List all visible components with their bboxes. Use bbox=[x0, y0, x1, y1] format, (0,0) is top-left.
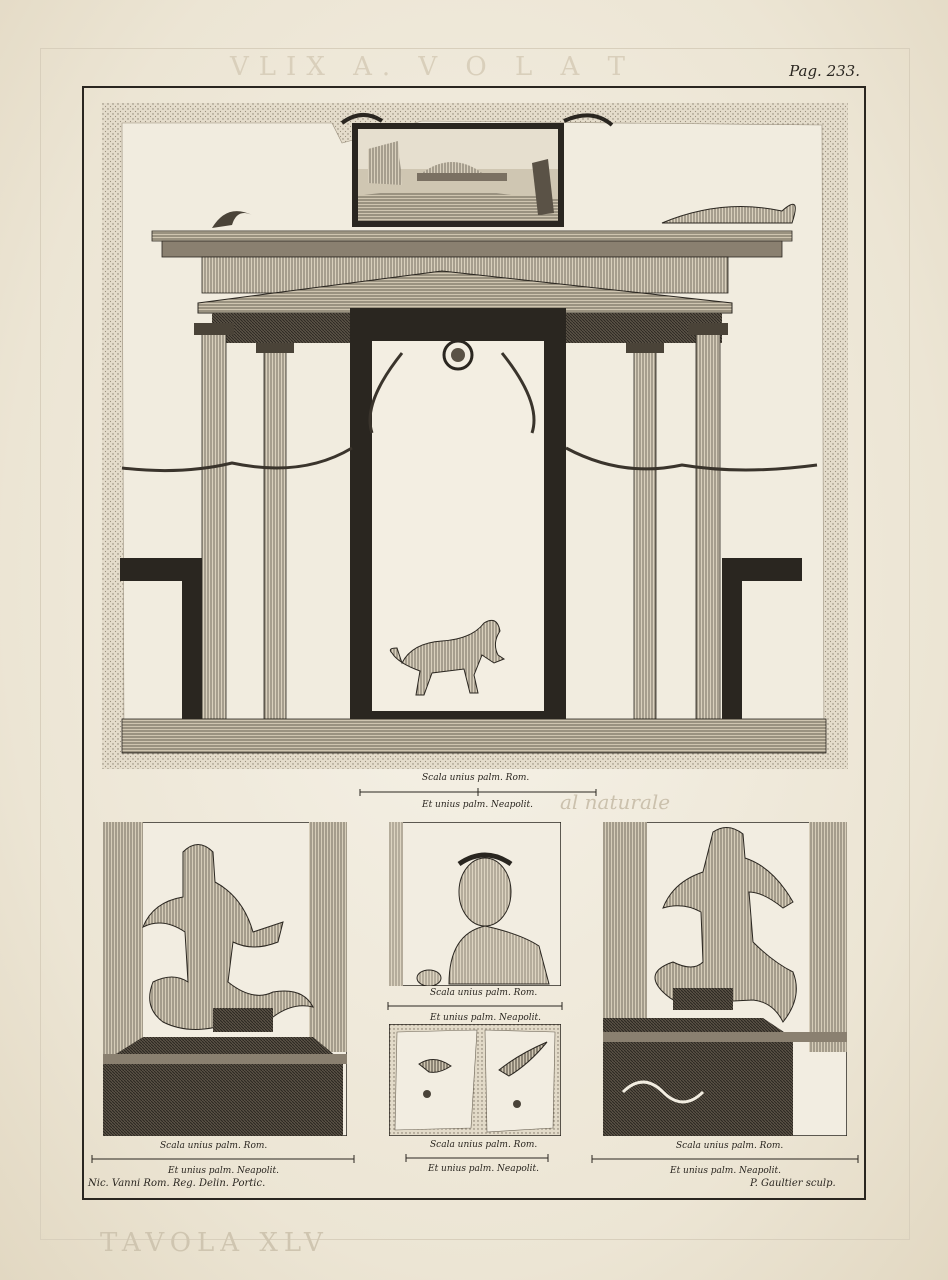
right-panel-sea-creature bbox=[603, 822, 847, 1136]
right-scale-caption-rom: Scala unius palm. Rom. bbox=[676, 1141, 784, 1151]
center-panel-birds bbox=[389, 1024, 561, 1136]
right-scale-bar bbox=[590, 1153, 860, 1165]
center-bottom-scale-caption-neap: Et unius palm. Neapolit. bbox=[428, 1164, 540, 1174]
landscape-vignette bbox=[352, 123, 564, 227]
left-panel-sea-centaur bbox=[103, 822, 347, 1136]
center-top-scale-caption-neap: Et unius palm. Neapolit. bbox=[430, 1013, 542, 1023]
left-scale-bar bbox=[90, 1153, 356, 1165]
center-bottom-scale-bar bbox=[404, 1152, 550, 1164]
architectural-wall-painting bbox=[102, 103, 848, 769]
main-scale-caption-rom: Scala unius palm. Rom. bbox=[422, 773, 530, 783]
center-top-scale-bar bbox=[386, 1000, 564, 1012]
show-through-heading: VLIX A. V O L A T bbox=[230, 52, 635, 82]
center-top-scale-caption-rom: Scala unius palm. Rom. bbox=[430, 988, 538, 998]
left-scale-caption-neap: Et unius palm. Neapolit. bbox=[168, 1166, 280, 1176]
engraver-credit: P. Gaultier sculp. bbox=[750, 1178, 836, 1189]
show-through-line: al naturale bbox=[560, 790, 671, 814]
main-scale-bar bbox=[358, 786, 598, 798]
draughtsman-credit: Nic. Vanni Rom. Reg. Delin. Portic. bbox=[88, 1178, 266, 1189]
show-through-footer: TAVOLA XLV bbox=[100, 1228, 329, 1258]
left-scale-caption-rom: Scala unius palm. Rom. bbox=[160, 1141, 268, 1151]
center-panel-bust bbox=[389, 822, 561, 986]
right-scale-caption-neap: Et unius palm. Neapolit. bbox=[670, 1166, 782, 1176]
page-number: Pag. 233. bbox=[789, 62, 860, 80]
center-bottom-scale-caption-rom: Scala unius palm. Rom. bbox=[430, 1140, 538, 1150]
main-scale-caption-neap: Et unius palm. Neapolit. bbox=[422, 800, 534, 810]
